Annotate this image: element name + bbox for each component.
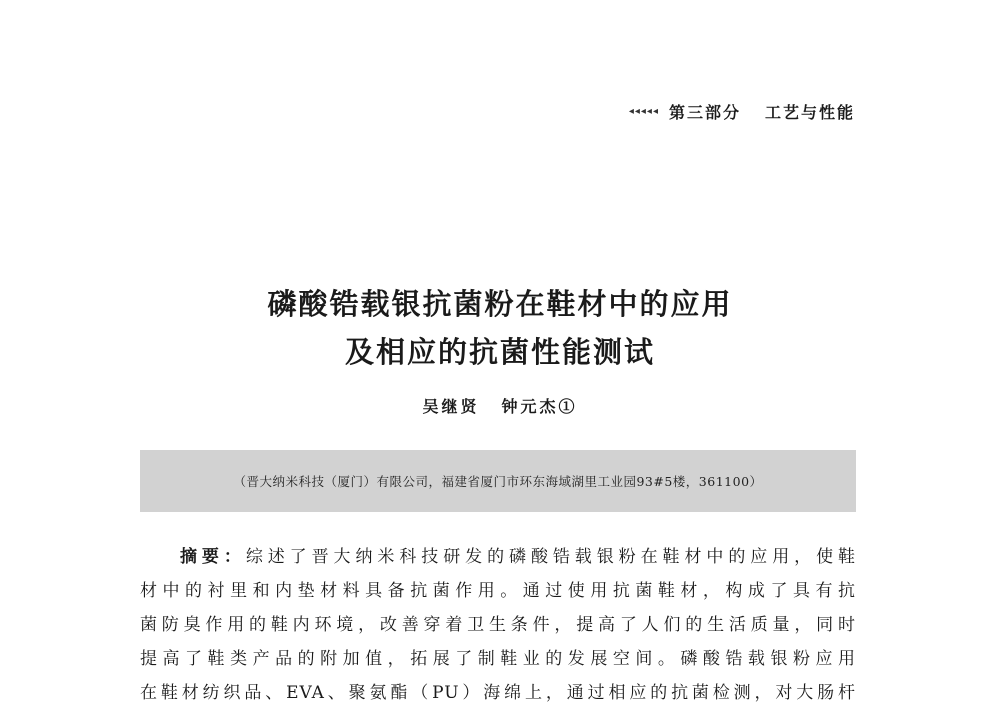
abstract-line: 菌防臭作用的鞋内环境，改善穿着卫生条件，提高了人们的生活质量，同时 xyxy=(140,615,856,635)
running-header xyxy=(629,100,855,123)
abstract-line xyxy=(140,540,856,574)
title-line-2: 及相应的抗菌性能测试 xyxy=(344,335,655,369)
arrow-icons: ◂◂◂◂◂ xyxy=(628,106,659,117)
affiliation-box xyxy=(140,450,856,512)
author-name: 钟元杰① xyxy=(501,397,578,416)
abstract-line: 提高了鞋类产品的附加值，拓展了制鞋业的发展空间。磷酸锆载银粉应用 xyxy=(140,649,856,669)
title-line-1: 磷酸锆载银抗菌粉在鞋材中的应用 xyxy=(267,287,733,321)
abstract xyxy=(140,540,856,710)
abstract-line: 在鞋材纺织品、EVA、聚氨酯（PU）海绵上，通过相应的抗菌检测，对大肠杆 xyxy=(140,683,856,703)
paper-title xyxy=(0,280,1000,376)
section-label: 工艺与性能 xyxy=(764,103,855,122)
author-name: 吴继贤 xyxy=(422,397,480,416)
abstract-label: 摘要： xyxy=(180,547,246,567)
affiliation-text: （晋大纳米科技（厦门）有限公司，福建省厦门市环东海域湖里工业园93#5楼，361100） xyxy=(233,474,763,489)
part-label: 第三部分 xyxy=(668,103,741,122)
author-list xyxy=(0,394,1000,417)
abstract-text: 综述了晋大纳米科技研发的磷酸锆载银粉在鞋材中的应用，使鞋 xyxy=(245,547,857,567)
abstract-line: 材中的衬里和内垫材料具备抗菌作用。通过使用抗菌鞋材，构成了具有抗 xyxy=(140,581,856,601)
